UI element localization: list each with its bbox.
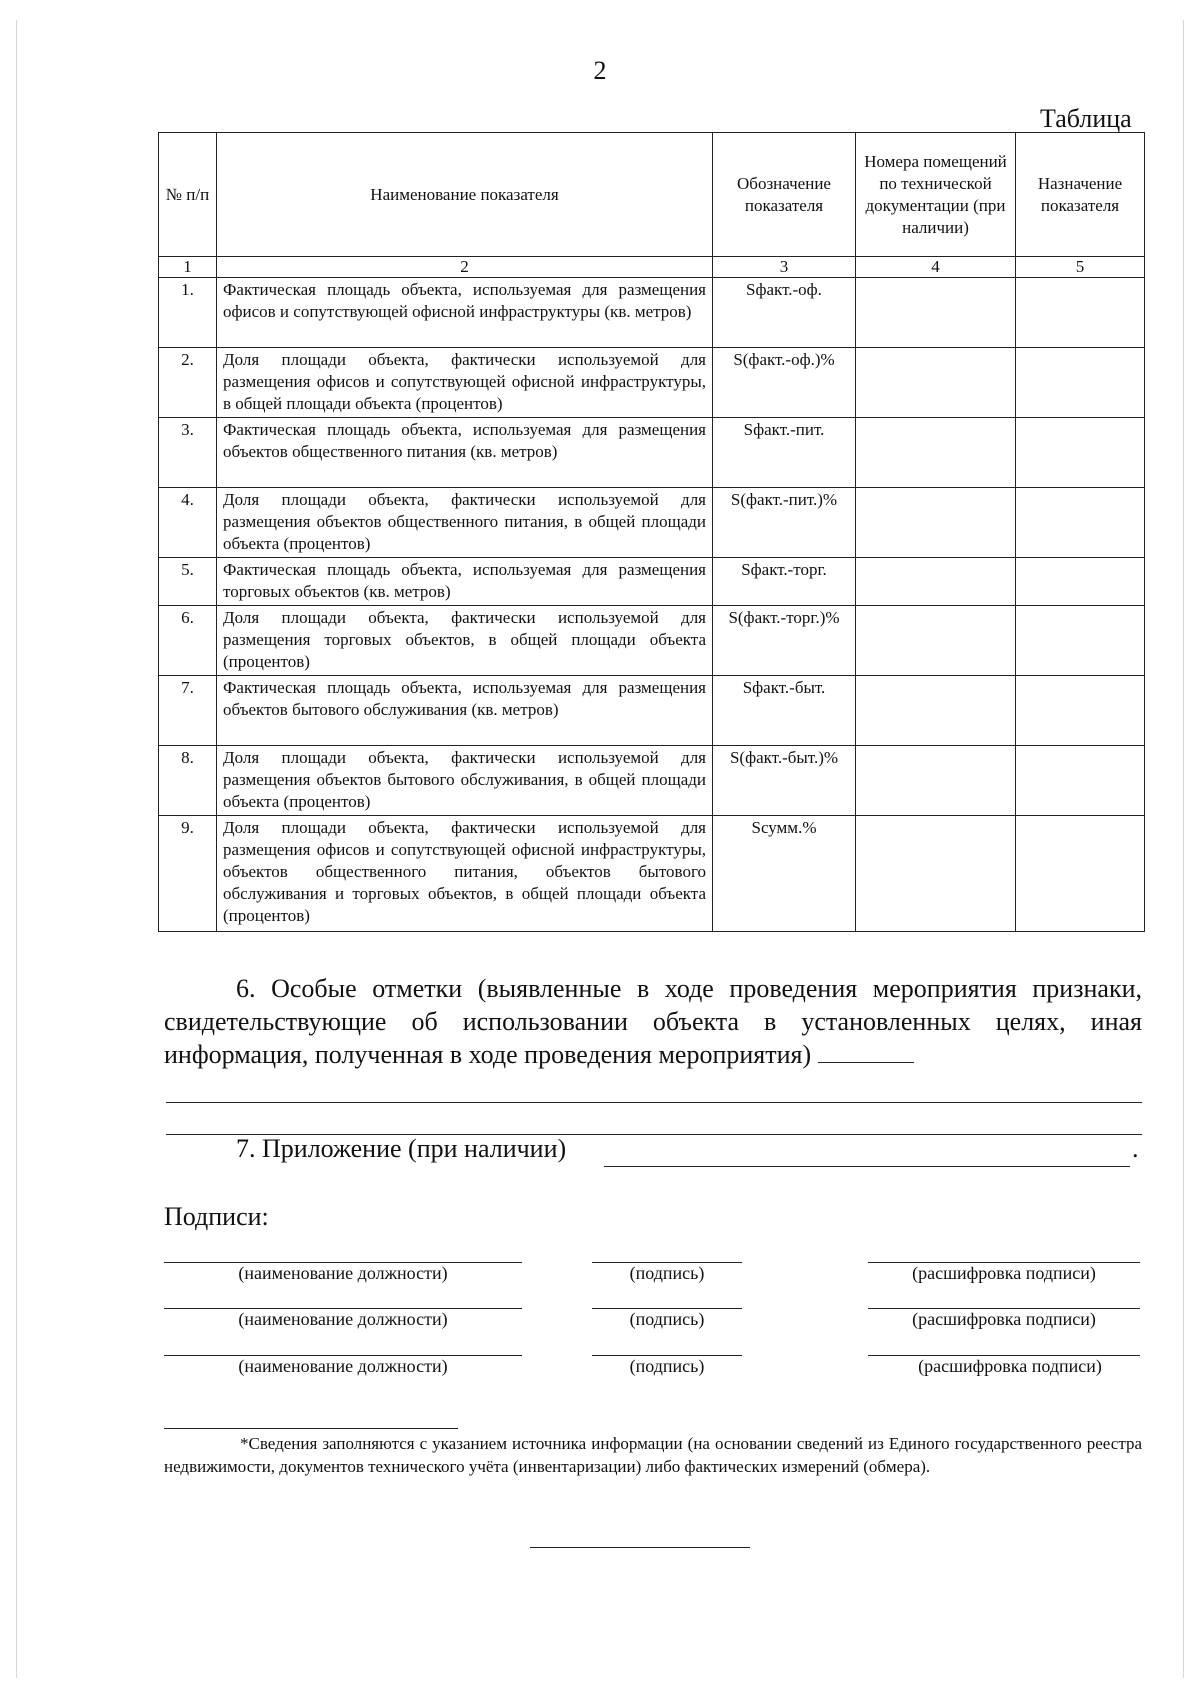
decoding-caption: (расшифровка подписи) xyxy=(912,1309,1096,1329)
row-code: Sфакт.-оф. xyxy=(713,278,856,348)
row-name: Фактическая площадь объекта, используемая для размещения торговых объектов (кв. метров) xyxy=(217,558,713,606)
page-edge-right xyxy=(1183,20,1184,1678)
page-edge-left xyxy=(16,20,17,1678)
table-row xyxy=(159,418,1145,488)
row-purpose xyxy=(1016,676,1145,746)
row-rooms xyxy=(856,816,1016,932)
row-name: Фактическая площадь объекта, используемая для размещения офисов и сопутствующей офисной инфраструктуры (кв. метров) xyxy=(217,278,713,348)
header-name: Наименование показателя xyxy=(217,133,713,257)
header-purpose: Назначение показателя xyxy=(1016,133,1145,257)
signature-caption: (подпись) xyxy=(629,1309,705,1329)
row-rooms xyxy=(856,606,1016,676)
row-name: Фактическая площадь объекта, используемая для размещения объектов бытового обслуживания (кв. метров) xyxy=(217,676,713,746)
row-purpose xyxy=(1016,418,1145,488)
section-6-fill-line-2[interactable] xyxy=(166,1102,1142,1103)
header-rooms: Номера помещений по технической документации (при наличии) xyxy=(856,133,1016,257)
column-number: 5 xyxy=(1016,257,1145,278)
row-rooms xyxy=(856,558,1016,606)
row-code: S(факт.-пит.)% xyxy=(713,488,856,558)
signature-caption: (подпись) xyxy=(629,1356,705,1376)
row-number: 7. xyxy=(159,676,217,746)
row-name: Доля площади объекта, фактически используемой для размещения офисов и сопутствующей офисной инфраструктуры, объектов общественного питания, объектов бытового обслуживания и торговых объектов, в общей площади объекта (процентов) xyxy=(217,816,713,932)
row-purpose xyxy=(1016,278,1145,348)
section-6-text: 6. Особые отметки (выявленные в ходе проведения мероприятия признаки, свидетельствующие об использовании объекта в установленных целях, иная информация, полученная в ходе проведения мероприятия) xyxy=(164,974,1142,1069)
row-rooms xyxy=(856,278,1016,348)
position-caption: (наименование должности) xyxy=(238,1356,448,1376)
row-number: 2. xyxy=(159,348,217,418)
row-purpose xyxy=(1016,606,1145,676)
row-rooms xyxy=(856,348,1016,418)
section-7-end-mark: . xyxy=(1132,1134,1139,1163)
position-caption: (наименование должности) xyxy=(238,1309,448,1329)
decoding-caption: (расшифровка подписи) xyxy=(912,1263,1096,1283)
column-number: 3 xyxy=(713,257,856,278)
row-number: 4. xyxy=(159,488,217,558)
table-row xyxy=(159,746,1145,816)
table-caption: Таблица xyxy=(1040,104,1132,133)
row-purpose xyxy=(1016,746,1145,816)
table-row xyxy=(159,676,1145,746)
row-number: 1. xyxy=(159,278,217,348)
row-code: S(факт.-быт.)% xyxy=(713,746,856,816)
row-name: Доля площади объекта, фактически используемой для размещения объектов бытового обслуживания, в общей площади объекта (процентов) xyxy=(217,746,713,816)
column-number: 4 xyxy=(856,257,1016,278)
signatures-title: Подписи: xyxy=(164,1202,269,1231)
table-row xyxy=(159,488,1145,558)
row-rooms xyxy=(856,418,1016,488)
row-purpose xyxy=(1016,558,1145,606)
row-code: Sфакт.-быт. xyxy=(713,676,856,746)
row-number: 3. xyxy=(159,418,217,488)
row-number: 9. xyxy=(159,816,217,932)
table-row xyxy=(159,816,1145,932)
row-name: Доля площади объекта, фактически используемой для размещения офисов и сопутствующей офисной инфраструктуры, в общей площади объекта (процентов) xyxy=(217,348,713,418)
table-row xyxy=(159,278,1145,348)
column-number: 2 xyxy=(217,257,713,278)
end-of-page-line xyxy=(530,1547,750,1548)
row-number: 6. xyxy=(159,606,217,676)
table-row xyxy=(159,348,1145,418)
row-name: Доля площади объекта, фактически используемой для размещения объектов общественного питания, в общей площади объекта (процентов) xyxy=(217,488,713,558)
column-number: 1 xyxy=(159,257,217,278)
row-rooms xyxy=(856,488,1016,558)
section-7-label: 7. Приложение (при наличии) xyxy=(236,1134,567,1163)
row-purpose xyxy=(1016,488,1145,558)
row-code: Sсумм.% xyxy=(713,816,856,932)
row-rooms xyxy=(856,676,1016,746)
decoding-caption: (расшифровка подписи) xyxy=(918,1356,1102,1376)
row-code: S(факт.-торг.)% xyxy=(713,606,856,676)
section-7-fill-line[interactable] xyxy=(604,1166,1130,1167)
table-row xyxy=(159,606,1145,676)
row-rooms xyxy=(856,746,1016,816)
row-number: 5. xyxy=(159,558,217,606)
signature-caption: (подпись) xyxy=(629,1263,705,1283)
table-row xyxy=(159,558,1145,606)
footnote-separator xyxy=(164,1428,458,1429)
indicators-table xyxy=(158,132,1145,932)
row-purpose xyxy=(1016,348,1145,418)
row-purpose xyxy=(1016,816,1145,932)
header-code: Обозначение показателя xyxy=(713,133,856,257)
row-number: 8. xyxy=(159,746,217,816)
row-code: Sфакт.-пит. xyxy=(713,418,856,488)
row-code: Sфакт.-торг. xyxy=(713,558,856,606)
table-header-row xyxy=(159,133,1145,257)
row-name: Доля площади объекта, фактически используемой для размещения торговых объектов, в общей площади объекта (процентов) xyxy=(217,606,713,676)
page-number: 2 xyxy=(593,56,607,85)
header-number: № п/п xyxy=(159,133,217,257)
position-caption: (наименование должности) xyxy=(238,1263,448,1283)
row-code: S(факт.-оф.)% xyxy=(713,348,856,418)
section-6-fill-line[interactable] xyxy=(818,1038,914,1063)
column-numbers-row xyxy=(159,257,1145,278)
section-6-paragraph xyxy=(164,972,1142,1071)
footnote: *Сведения заполняются с указанием источника информации (на основании сведений из Единого государственного реестра недвижимости, документов технического учёта (инвентаризации) либо фактических измерений (обмера). xyxy=(164,1434,1142,1476)
row-name: Фактическая площадь объекта, используемая для размещения объектов общественного питания (кв. метров) xyxy=(217,418,713,488)
